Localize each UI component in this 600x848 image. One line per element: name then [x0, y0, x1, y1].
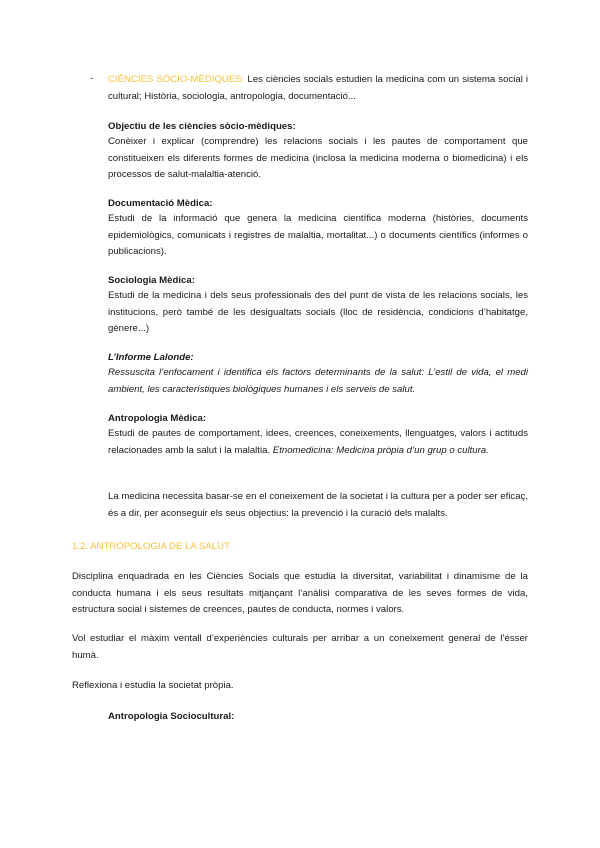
section-paragraph-2: Vol estudiar el màxim ventall d’experiències culturals per arribar a un coneixement general de l’ésser humà.: [72, 633, 528, 661]
conclusio-paragraph: La medicina necessita basar-se en el coneixement de la societat i la cultura per a poder ser eficaç, és a dir, per aconseguir els seus objectius: la prevenció i la curació dels malalts.: [108, 491, 528, 519]
etnomedicina-text: Etnomedicina: Medicina pròpia d’un grup o cultura.: [272, 444, 489, 456]
objectiu-heading: Objectiu de les ciències sòcio-mèdiques:: [108, 121, 296, 132]
section-title: 1.2. ANTROPOLOGIA DE LA SALUT: [72, 541, 230, 552]
bullet-paragraph: [108, 72, 528, 105]
antropologia-text: Estudi de pautes de comportament, idees, creences, coneixements, llenguatges, valors i actituds relacionades amb la salut i la malaltia.: [108, 428, 528, 456]
bullet-title: CIÈNCIES SÒCIO-MÈDIQUES:: [108, 74, 245, 85]
sociocultural-heading: Antropologia Sociocultural:: [108, 711, 235, 722]
objectiu-body: Conèixer i explicar (comprendre) les relacions socials i les pautes de comportament que constitueixen els diferents formes de medicina (inclosa la medicina moderna o biomedicina) i els processos de salut-malaltia-atenció.: [108, 136, 528, 181]
antropologia-heading: Antropologia Mèdica:: [108, 413, 207, 424]
bullet-text: Les ciències socials estudien la medicina com un sistema social i cultural; Història, sociologia, antropologia, documentació...: [108, 74, 529, 102]
sociologia-body: Estudi de la medicina i dels seus professionals des del punt de vista de les relacions socials, les institucions, però també de les desigualtats socials (lloc de residència, condicions d’habitatge, gènere...): [108, 290, 528, 335]
informe-heading: L’Informe Lalonde:: [108, 352, 194, 363]
section-paragraph-1: Disciplina enquadrada en les Ciències Socials que estudia la diversitat, variabilitat i dinamisme de la conducta humana i els seus resultats mitjançant l’anàlisi comparativa de les seves formes de vida, estructura social i sistemes de creences, pautes de conducta, normes i valors.: [72, 571, 528, 616]
antropologia-body: [108, 426, 528, 459]
section-paragraph-3: Reflexiona i estudia la societat pròpia.: [72, 680, 234, 691]
documentacio-body: Estudi de la informació que genera la medicina científica moderna (històries, documents epidemiològics, comunicats i registres de malaltia, mortalitat...) o documents científics (informes o publicacions).: [108, 213, 528, 258]
documentacio-heading: Documentació Mèdica:: [108, 198, 213, 209]
informe-body: Ressuscita l’enfocament i identifica els factors determinants de la salut: L’estil de vida, el medi ambient, les característiques biològiques humanes i els serveis de salut.: [108, 367, 528, 395]
sociologia-heading: Sociologia Mèdica:: [108, 275, 195, 286]
bullet-marker: -: [90, 73, 94, 84]
